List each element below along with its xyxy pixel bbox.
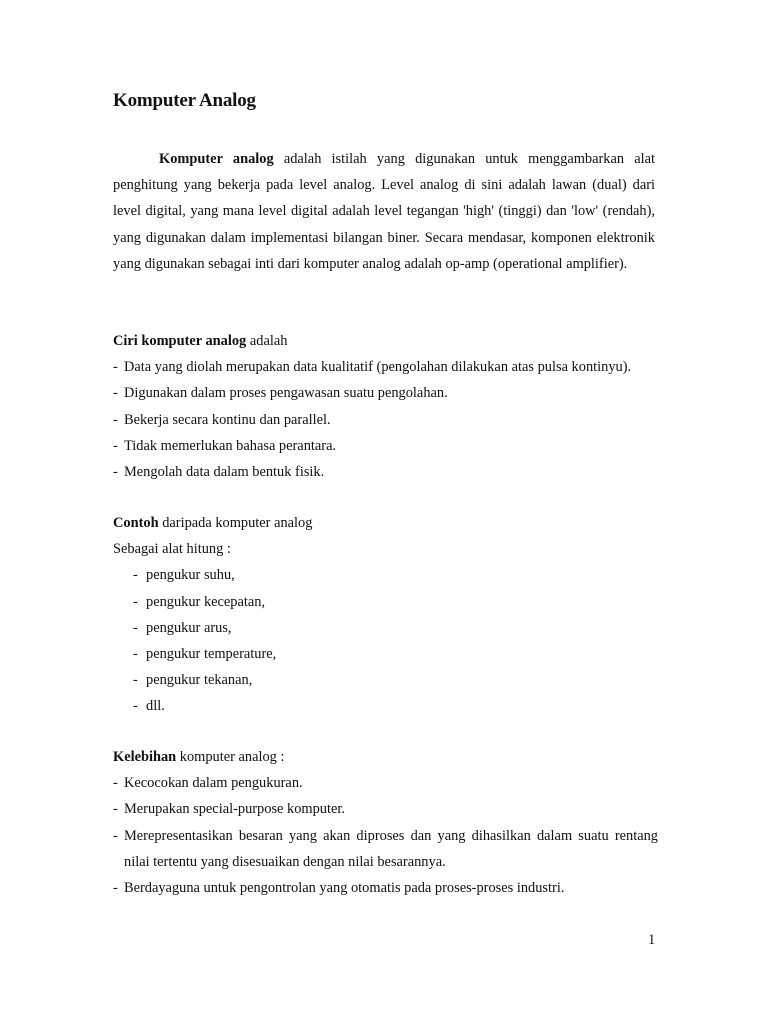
bullet: -: [113, 879, 118, 896]
list-item: [113, 770, 658, 796]
bullet: -: [113, 775, 118, 792]
list-item: [113, 407, 658, 433]
bullet: -: [113, 463, 118, 480]
bullet: -: [113, 359, 118, 376]
list-item-text: Tidak memerlukan bahasa perantara.: [124, 437, 337, 454]
list-item-text: Berdayaguna untuk pengontrolan yang otomatis pada proses-proses industri.: [124, 879, 565, 896]
ciri-section: [113, 328, 658, 485]
list-item-text: Merupakan special-purpose komputer.: [124, 801, 345, 818]
list-item: [113, 693, 658, 719]
list-item: [113, 562, 658, 588]
list-item: [113, 667, 658, 693]
intro-lead: Komputer analog: [159, 151, 274, 167]
bullet: -: [113, 411, 118, 428]
list-item-text: dll.: [146, 698, 165, 715]
list-item: [113, 641, 658, 667]
list-item-text: pengukur kecepatan,: [146, 593, 266, 610]
list-item-text: pengukur arus,: [146, 619, 232, 636]
list-item-text: Data yang diolah merupakan data kualitatif (pengolahan dilakukan atas pulsa kontinyu).: [124, 359, 632, 376]
intro-paragraph: [113, 146, 655, 277]
contoh-heading-rest: daripada komputer analog: [158, 515, 313, 531]
ciri-heading: [113, 328, 658, 354]
list-item-text: Bekerja secara kontinu dan parallel.: [124, 411, 331, 428]
list-item: [113, 823, 658, 875]
list-item: [113, 796, 658, 822]
contoh-section: [113, 510, 658, 720]
list-item: [113, 380, 658, 406]
bullet: -: [133, 593, 138, 610]
page-title: Komputer Analog: [113, 90, 256, 111]
list-item-text: Digunakan dalam proses pengawasan suatu pengolahan.: [124, 385, 448, 402]
contoh-subheading: Sebagai alat hitung :: [113, 541, 231, 558]
list-item: [113, 354, 658, 380]
list-item: [113, 433, 658, 459]
list-item: [113, 875, 658, 901]
list-item: [113, 459, 658, 485]
ciri-heading-rest: adalah: [246, 333, 288, 349]
bullet: -: [113, 801, 118, 818]
list-item-text: pengukur tekanan,: [146, 672, 253, 689]
bullet: -: [133, 645, 138, 662]
list-item-text: Mengolah data dalam bentuk fisik.: [124, 463, 325, 480]
bullet: -: [113, 437, 118, 454]
bullet: -: [133, 672, 138, 689]
contoh-heading-bold: Contoh: [113, 515, 159, 531]
intro-body: adalah istilah yang digunakan untuk menggambarkan alat penghitung yang bekerja pada level analog. Level analog di sini adalah lawan (dual) dari level digital, yang mana level digital adalah level tegangan 'high' (tinggi) dan 'low' (rendah), yang digunakan dalam implementasi bilangan biner. Secara mendasar, komponen elektronik yang digunakan sebagai inti dari komputer analog adalah op-amp (operational amplifier).: [113, 151, 655, 272]
list-item: [113, 615, 658, 641]
page-number: 1: [648, 932, 656, 948]
kelebihan-heading-rest: komputer analog :: [176, 749, 285, 765]
contoh-heading: [113, 510, 658, 536]
list-item-text: Merepresentasikan besaran yang akan diproses dan yang dihasilkan dalam suatu rentang nilai tertentu yang disesuaikan dengan nilai besarannya.: [124, 827, 658, 870]
kelebihan-heading-bold: Kelebihan: [113, 749, 177, 765]
bullet: -: [113, 385, 118, 402]
bullet: -: [133, 698, 138, 715]
list-item-text: pengukur suhu,: [146, 567, 235, 584]
bullet: -: [133, 567, 138, 584]
bullet: -: [133, 619, 138, 636]
list-item-text: Kecocokan dalam pengukuran.: [124, 775, 303, 792]
kelebihan-heading: [113, 744, 658, 770]
list-item: [113, 589, 658, 615]
bullet: -: [113, 827, 118, 844]
ciri-heading-bold: Ciri komputer analog: [113, 333, 247, 349]
kelebihan-section: [113, 744, 658, 901]
list-item-text: pengukur temperature,: [146, 645, 277, 662]
